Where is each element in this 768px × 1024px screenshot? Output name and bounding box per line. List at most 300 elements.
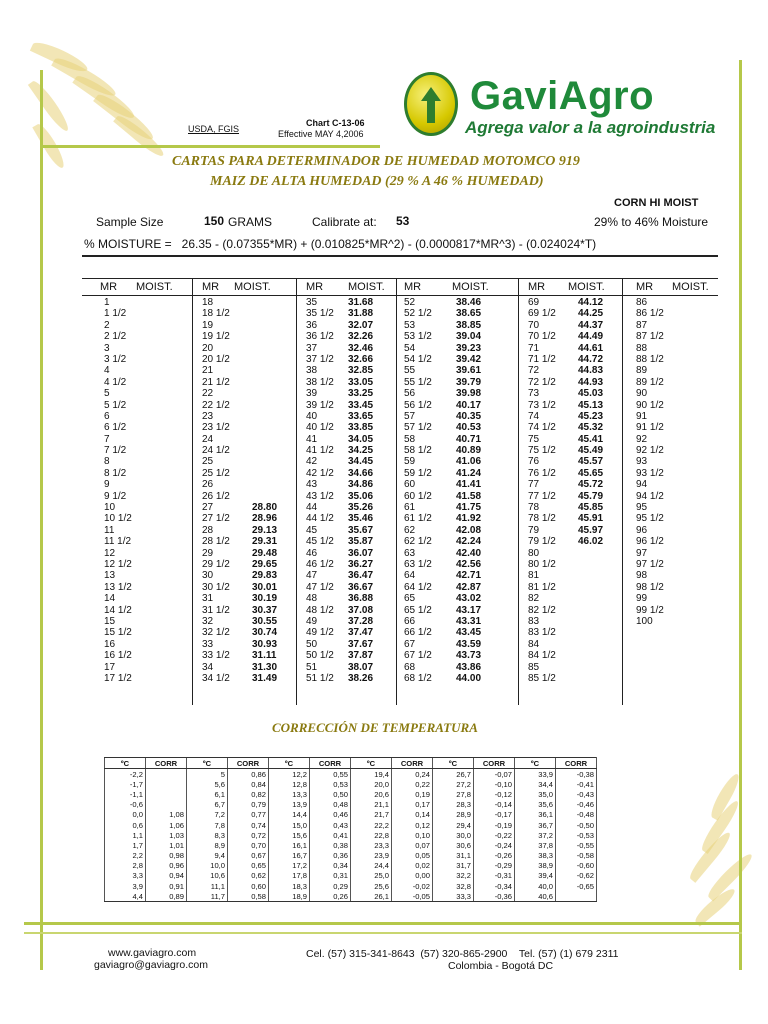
temperature-value: 40,6 [515, 891, 556, 902]
correction-value [146, 769, 187, 780]
temperature-value: 37,2 [515, 830, 556, 840]
mr-value: 47 1/2 [306, 581, 334, 593]
moisture-value: 35.26 [348, 502, 374, 514]
moisture-value: 34.05 [348, 433, 374, 445]
mr-value: 79 1/2 [528, 536, 556, 548]
temperature-value: 14,4 [269, 810, 310, 820]
mr-value: 13 1/2 [104, 581, 132, 593]
mr-value: 52 1/2 [404, 308, 432, 320]
temperature-value: 10,0 [187, 861, 228, 871]
temperature-value: 12,2 [269, 769, 310, 780]
mr-value: 93 1/2 [636, 467, 664, 479]
mr-value: 73 1/2 [528, 399, 556, 411]
temperature-value: 28,9 [433, 810, 474, 820]
moisture-column [404, 297, 494, 684]
mr-value: 18 [202, 297, 214, 308]
correction-value: -0,65 [556, 881, 597, 891]
moisture-value: 29.65 [252, 558, 278, 570]
mr-value: 34 [202, 661, 214, 673]
table-row [202, 388, 292, 399]
column-header-moist: MOIST. [672, 281, 709, 293]
mr-value: 83 1/2 [528, 627, 556, 639]
mr-value: 79 [528, 524, 540, 536]
temperature-value: 34,4 [515, 779, 556, 789]
table-row [404, 331, 494, 342]
moisture-value: 41.92 [456, 513, 482, 525]
correction-value: 0,67 [228, 851, 269, 861]
table-row [528, 536, 618, 547]
mr-value: 2 1/2 [104, 331, 127, 343]
table-row [104, 400, 194, 411]
moisture-value: 43.59 [456, 638, 482, 650]
mr-value: 23 1/2 [202, 422, 230, 434]
mr-value: 42 [306, 456, 318, 468]
mr-value: 84 1/2 [528, 650, 556, 662]
mr-value: 5 1/2 [104, 399, 127, 411]
table-row [528, 411, 618, 422]
temperature-value: 18,3 [269, 881, 310, 891]
temperature-value: 36,7 [515, 820, 556, 830]
correction-value: 0,14 [392, 810, 433, 820]
temperature-value: -1,7 [105, 779, 146, 789]
table-row [202, 445, 292, 456]
mr-value: 44 1/2 [306, 513, 334, 525]
table-row [104, 502, 194, 513]
mr-value: 41 [306, 433, 318, 445]
moisture-value: 40.35 [456, 410, 482, 422]
mr-value: 52 [404, 297, 416, 308]
temperature-value: 15,6 [269, 830, 310, 840]
moisture-value: 33.25 [348, 388, 374, 400]
mr-value: 14 [104, 593, 116, 605]
moisture-value: 41.24 [456, 467, 482, 479]
effective-date: Effective MAY 4,2006 [278, 129, 364, 139]
footer-website[interactable]: www.gaviagro.com [108, 947, 197, 959]
table-row [528, 331, 618, 342]
temperature-value: -2,2 [105, 769, 146, 780]
table-row [306, 320, 396, 331]
correction-value [146, 800, 187, 810]
mr-value: 54 1/2 [404, 353, 432, 365]
correction-value: 0,53 [310, 779, 351, 789]
moisture-value: 34.25 [348, 445, 374, 457]
moisture-value: 45.32 [578, 422, 604, 434]
document-title: CARTAS PARA DETERMINADOR DE HUMEDAD MOTOMCO 919 [172, 154, 580, 169]
column-header-corr: CORR [474, 758, 515, 769]
table-row [404, 536, 494, 547]
mr-value: 26 1/2 [202, 490, 230, 502]
temperature-value: 0,0 [105, 810, 146, 820]
column-header-corr: CORR [310, 758, 351, 769]
table-row [104, 331, 194, 342]
table-row [404, 320, 494, 331]
mr-value: 77 1/2 [528, 490, 556, 502]
mr-value: 76 1/2 [528, 467, 556, 479]
table-row [404, 297, 494, 308]
moisture-value: 42.24 [456, 536, 482, 548]
mr-value: 69 1/2 [528, 308, 556, 320]
mr-value: 44 [306, 502, 318, 514]
table-row [528, 297, 618, 308]
mr-value: 14 1/2 [104, 604, 132, 616]
table-row [528, 479, 618, 490]
table-row [306, 548, 396, 559]
mr-value: 51 [306, 661, 318, 673]
correction-value: 1,01 [146, 840, 187, 850]
table-row [104, 525, 194, 536]
temperature-value: -1,1 [105, 789, 146, 799]
column-header-celsius: ºC [269, 758, 310, 769]
table-row [404, 582, 494, 593]
moisture-value: 36.67 [348, 581, 374, 593]
table-row [104, 662, 194, 673]
mr-value: 10 [104, 502, 116, 514]
moisture-value: 31.11 [252, 650, 277, 662]
temperature-value: 23,3 [351, 840, 392, 850]
table-row [202, 400, 292, 411]
mr-value: 80 1/2 [528, 558, 556, 570]
mr-value: 43 [306, 479, 318, 491]
moisture-value: 44.83 [578, 365, 604, 377]
moisture-value: 39.04 [456, 331, 482, 343]
correction-value: 0,36 [310, 851, 351, 861]
table-row [104, 308, 194, 319]
temperature-value: 2,2 [105, 851, 146, 861]
column-header-corr: CORR [228, 758, 269, 769]
correction-value: 0,46 [310, 810, 351, 820]
moisture-value: 37.28 [348, 615, 374, 627]
temperature-value: 0,6 [105, 820, 146, 830]
table-row [636, 570, 726, 581]
temperature-value: 32,2 [433, 871, 474, 881]
table-row [528, 627, 618, 638]
mr-value: 54 [404, 342, 416, 354]
table-row [202, 559, 292, 570]
table-row [306, 559, 396, 570]
correction-value: -0,43 [556, 789, 597, 799]
moisture-value: 36.88 [348, 593, 374, 605]
mr-value: 70 [528, 319, 540, 331]
mr-value: 31 1/2 [202, 604, 230, 616]
moisture-value: 44.61 [578, 342, 604, 354]
mr-value: 17 1/2 [104, 672, 132, 684]
table-row [306, 502, 396, 513]
correction-value: 0,74 [228, 820, 269, 830]
temperature-value: 38,9 [515, 861, 556, 871]
moisture-value: 33.85 [348, 422, 374, 434]
table-row [636, 536, 726, 547]
column-header-moist: MOIST. [568, 281, 605, 293]
mr-value: 28 1/2 [202, 536, 230, 548]
table-row [202, 468, 292, 479]
mr-value: 74 1/2 [528, 422, 556, 434]
mr-value: 5 [104, 388, 110, 400]
mr-value: 60 1/2 [404, 490, 432, 502]
mr-value: 68 1/2 [404, 672, 432, 684]
moisture-value: 41.06 [456, 456, 482, 468]
moisture-value: 36.07 [348, 547, 374, 559]
table-row [636, 513, 726, 524]
temperature-value: 3,9 [105, 881, 146, 891]
correction-value: -0,53 [556, 830, 597, 840]
mr-value: 90 1/2 [636, 399, 664, 411]
correction-value: 0,29 [310, 881, 351, 891]
table-row [528, 605, 618, 616]
mr-value: 15 [104, 615, 116, 627]
moisture-value: 32.66 [348, 353, 374, 365]
temperature-value: 27,8 [433, 789, 474, 799]
moisture-value: 34.66 [348, 467, 374, 479]
table-row [104, 445, 194, 456]
mr-value: 77 [528, 479, 540, 491]
mr-value: 26 [202, 479, 214, 491]
table-row [306, 662, 396, 673]
moisture-value: 43.45 [456, 627, 482, 639]
moisture-value: 37.87 [348, 650, 374, 662]
table-row [306, 434, 396, 445]
moisture-value: 42.40 [456, 547, 482, 559]
table-row [202, 525, 292, 536]
correction-value: 0,82 [228, 789, 269, 799]
mr-value: 2 [104, 319, 110, 331]
table-row [306, 593, 396, 604]
table-row [528, 434, 618, 445]
column-header-mr: MR [306, 281, 324, 293]
correction-value: -0,46 [556, 800, 597, 810]
column-separator [622, 279, 623, 705]
mr-value: 94 1/2 [636, 490, 664, 502]
table-row [636, 502, 726, 513]
table-row [404, 570, 494, 581]
correction-value: -0,34 [474, 881, 515, 891]
temperature-value: 31,1 [433, 851, 474, 861]
mr-value: 75 1/2 [528, 445, 556, 457]
mr-value: 85 [528, 661, 540, 673]
table-row [404, 673, 494, 684]
mr-value: 93 [636, 456, 648, 468]
mr-value: 64 [404, 570, 416, 582]
table-row [202, 354, 292, 365]
mr-value: 4 [104, 365, 110, 377]
table-row [105, 830, 597, 840]
table-row [202, 502, 292, 513]
moisture-value: 31.30 [252, 661, 278, 673]
table-row [636, 422, 726, 433]
moisture-value: 36.47 [348, 570, 374, 582]
table-row [306, 639, 396, 650]
correction-value: 0,94 [146, 871, 187, 881]
brand-tagline: Agrega valor a la agroindustria [465, 118, 716, 137]
moisture-value: 44.49 [578, 331, 604, 343]
temperature-value: 5,6 [187, 779, 228, 789]
temperature-value: 6,1 [187, 789, 228, 799]
mr-value: 62 1/2 [404, 536, 432, 548]
mr-value: 78 1/2 [528, 513, 556, 525]
table-row [202, 513, 292, 524]
mr-value: 99 [636, 593, 648, 605]
table-row [202, 320, 292, 331]
chart-id: Chart C-13-06 [306, 118, 365, 128]
table-row [404, 434, 494, 445]
table-row [636, 434, 726, 445]
moisture-value: 35.06 [348, 490, 374, 502]
table-row [202, 582, 292, 593]
table-row [306, 582, 396, 593]
moisture-value: 29.83 [252, 570, 278, 582]
usda-label: USDA, FGIS [188, 124, 240, 134]
mr-value: 27 1/2 [202, 513, 230, 525]
mr-value: 35 [306, 297, 318, 308]
mr-value: 37 1/2 [306, 353, 334, 365]
table-row [404, 616, 494, 627]
table-row [404, 479, 494, 490]
table-row [404, 468, 494, 479]
table-row [528, 456, 618, 467]
mr-value: 48 [306, 593, 318, 605]
moisture-value: 29.48 [252, 547, 278, 559]
mr-value: 33 1/2 [202, 650, 230, 662]
moisture-value: 30.93 [252, 638, 278, 650]
temperature-value: 19,4 [351, 769, 392, 780]
mr-value: 96 1/2 [636, 536, 664, 548]
frame-line-top [40, 145, 380, 148]
footer-city: Colombia - Bogotá DC [448, 960, 554, 972]
table-row [404, 650, 494, 661]
table-row [104, 388, 194, 399]
moisture-value: 39.79 [456, 376, 482, 388]
mr-value: 100 [636, 615, 653, 627]
corn-hi-moist-label: CORN HI MOIST [614, 197, 699, 209]
temperature-value: 1,1 [105, 830, 146, 840]
moisture-value: 38.26 [348, 672, 374, 684]
mr-value: 97 1/2 [636, 558, 664, 570]
mr-value: 87 [636, 319, 648, 331]
correction-value: 0,60 [228, 881, 269, 891]
correction-value: 0,41 [310, 830, 351, 840]
table-row [404, 400, 494, 411]
mr-value: 24 [202, 433, 214, 445]
temperature-value: 23,9 [351, 851, 392, 861]
mr-value: 9 [104, 479, 110, 491]
table-row [202, 616, 292, 627]
moisture-value: 38.07 [348, 661, 374, 673]
column-separator [518, 279, 519, 705]
temperature-value: 36,1 [515, 810, 556, 820]
table-row [306, 605, 396, 616]
mr-value: 96 [636, 524, 648, 536]
correction-value: 0,65 [228, 861, 269, 871]
moisture-value: 41.75 [456, 502, 482, 514]
moisture-value: 38.46 [456, 297, 482, 308]
mr-value: 8 [104, 456, 110, 468]
mr-value: 35 1/2 [306, 308, 334, 320]
mr-value: 12 [104, 547, 116, 559]
table-row [636, 365, 726, 376]
mr-value: 91 [636, 410, 648, 422]
correction-value: 0,96 [146, 861, 187, 871]
temperature-value: 20,0 [351, 779, 392, 789]
mr-value: 22 [202, 388, 214, 400]
correction-value: -0,60 [556, 861, 597, 871]
table-row [404, 627, 494, 638]
table-row [636, 411, 726, 422]
temperature-value: 13,3 [269, 789, 310, 799]
moisture-value: 29.13 [252, 524, 278, 536]
footer-email[interactable]: gaviagro@gaviagro.com [94, 959, 208, 971]
correction-value: 0,00 [392, 871, 433, 881]
mr-value: 78 [528, 502, 540, 514]
mr-value: 72 1/2 [528, 376, 556, 388]
table-row [528, 502, 618, 513]
correction-value: 0,91 [146, 881, 187, 891]
mr-value: 59 1/2 [404, 467, 432, 479]
mr-value: 12 1/2 [104, 558, 132, 570]
mr-value: 41 1/2 [306, 445, 334, 457]
table-row [306, 308, 396, 319]
mr-value: 16 1/2 [104, 650, 132, 662]
mr-value: 19 1/2 [202, 331, 230, 343]
temperature-value: 8,3 [187, 830, 228, 840]
mr-value: 11 1/2 [104, 536, 132, 548]
moisture-column [636, 297, 726, 627]
mr-value: 66 1/2 [404, 627, 432, 639]
moisture-value: 39.98 [456, 388, 482, 400]
correction-value: 0,55 [310, 769, 351, 780]
table-row [306, 445, 396, 456]
table-row [104, 650, 194, 661]
mr-value: 32 1/2 [202, 627, 230, 639]
moisture-value: 39.42 [456, 353, 482, 365]
correction-value: 0,38 [310, 840, 351, 850]
table-row [404, 662, 494, 673]
table-row [636, 445, 726, 456]
column-header-moist: MOIST. [452, 281, 489, 293]
mr-value: 55 [404, 365, 416, 377]
moisture-value: 43.73 [456, 650, 482, 662]
correction-value: 0,26 [310, 891, 351, 902]
table-row [528, 525, 618, 536]
temperature-value: 13,9 [269, 800, 310, 810]
table-row [528, 491, 618, 502]
table-row [104, 456, 194, 467]
correction-value: 0,62 [228, 871, 269, 881]
moisture-value: 41.58 [456, 490, 482, 502]
table-row [104, 570, 194, 581]
mr-value: 86 1/2 [636, 308, 664, 320]
table-row [404, 605, 494, 616]
correction-value: -0,07 [474, 769, 515, 780]
table-row [636, 479, 726, 490]
moisture-value: 45.41 [578, 433, 604, 445]
mr-value: 71 1/2 [528, 353, 556, 365]
mr-value: 23 [202, 410, 214, 422]
temperature-value: 27,2 [433, 779, 474, 789]
table-row [528, 388, 618, 399]
frame-line-bottom [24, 922, 742, 925]
mr-value: 7 1/2 [104, 445, 127, 457]
mr-value: 76 [528, 456, 540, 468]
temperature-value: 6,7 [187, 800, 228, 810]
mr-value: 9 1/2 [104, 490, 127, 502]
table-row [528, 422, 618, 433]
table-row [306, 411, 396, 422]
table-row [202, 456, 292, 467]
moisture-value: 30.01 [252, 581, 278, 593]
brand-name: GaviAgro [470, 74, 655, 118]
temperature-value: 37,8 [515, 840, 556, 850]
mr-value: 37 [306, 342, 318, 354]
moisture-value: 44.93 [578, 376, 604, 388]
